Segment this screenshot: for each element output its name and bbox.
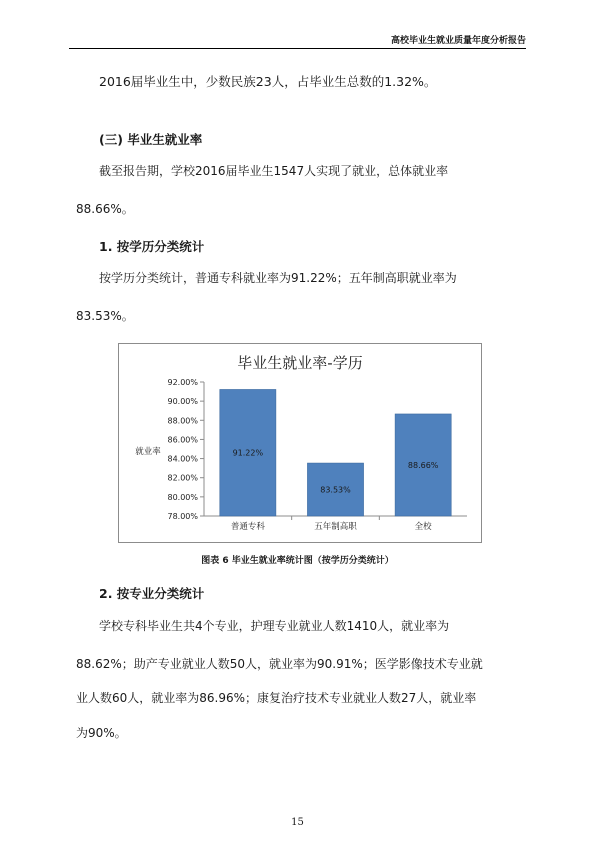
page-number: 15 (291, 817, 304, 828)
x-tick-label: 普通专科 (230, 522, 265, 532)
header-divider (69, 48, 526, 49)
major-rate-line-4: 为90%。 (76, 726, 127, 740)
chart-canvas (119, 344, 481, 542)
data-label: 83.53% (320, 485, 351, 495)
overall-rate-line-2: 88.66%。 (76, 202, 134, 216)
y-tick-label: 86.00% (167, 435, 198, 445)
y-tick-label: 92.00% (167, 378, 198, 387)
y-tick-label: 78.00% (167, 512, 198, 521)
data-label: 91.22% (232, 448, 264, 458)
y-tick-label: 84.00% (167, 454, 198, 464)
employment-rate-chart (118, 343, 482, 543)
running-header: 高校毕业生就业质量年度分析报告 (390, 36, 526, 46)
figure-caption: 图表 6 毕业生就业率统计图（按学历分类统计） (201, 556, 394, 566)
chart-title: 毕业生就业率-学历 (237, 354, 363, 372)
section-heading: (三) 毕业生就业率 (99, 132, 203, 147)
y-axis-label: 就业率 (135, 447, 161, 457)
subsection-heading-education: 1. 按学历分类统计 (99, 239, 205, 254)
y-tick-label: 82.00% (167, 473, 198, 483)
y-tick-label: 90.00% (167, 397, 198, 407)
major-rate-line-3: 业人数60人，就业率为86.96%；康复治疗技术专业就业人数27人，就业率 (76, 691, 477, 705)
x-tick-label: 全校 (414, 522, 432, 532)
y-tick-label: 80.00% (167, 492, 198, 502)
y-tick-label: 88.00% (167, 416, 198, 426)
major-rate-line-2: 88.62%；助产专业就业人数50人，就业率为90.91%；医学影像技术专业就 (76, 657, 483, 671)
x-tick-label: 五年制高职 (314, 522, 357, 532)
subsection-heading-major: 2. 按专业分类统计 (99, 586, 205, 601)
overall-rate-line-1: 截至报告期，学校2016届毕业生1547人实现了就业，总体就业率 (99, 164, 449, 178)
education-rate-line-2: 83.53%。 (76, 309, 134, 323)
data-label: 88.66% (407, 460, 439, 470)
minority-paragraph: 2016届毕业生中，少数民族23人，占毕业生总数的1.32%。 (99, 74, 437, 89)
education-rate-line-1: 按学历分类统计，普通专科就业率为91.22%；五年制高职就业率为 (99, 271, 457, 285)
major-rate-line-1: 学校专科毕业生共4个专业，护理专业就业人数1410人，就业率为 (99, 619, 450, 633)
